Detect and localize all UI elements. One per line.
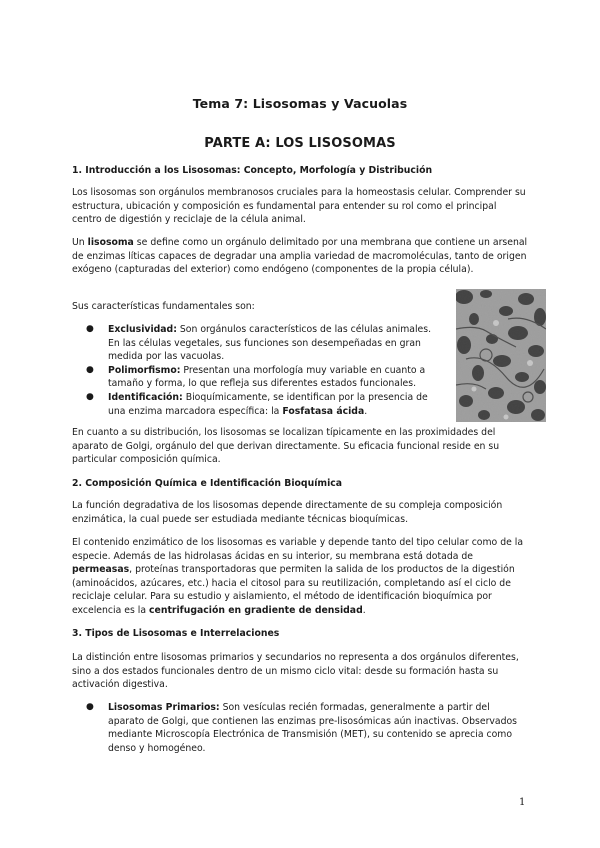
section-1-paragraph-2: Un lisosoma se define como un orgánulo delimitado por una membrana que contiene un arsenal de enzimas líticas capaces de degradar una amplia variedad de macromoléculas, tanto de origen exógeno (capturadas del exterior) como endógeno (componentes de la propia célula). — [72, 237, 528, 276]
section-3-heading: 3. Tipos de Lisosomas e Interrelaciones — [72, 628, 280, 639]
list-item: ● Identificación: Bioquímicamente, se identifican por la presencia de una enzima marcadora específica: la Fosfatasa ácida. — [86, 391, 428, 417]
list-item: ● Exclusividad: Son orgánulos característicos de las células animales. En las células vegetales, sus funciones son desempeñadas en gran medida por las vacuolas. — [86, 324, 432, 363]
list-item: ● Polimorfismo: Presentan una morfología muy variable en cuanto a tamaño y forma, lo que refleja sus diferentes estados funcionales. — [86, 364, 426, 390]
list-item: ● Lisosomas Primarios: Son vesículas recién formadas, generalmente a partir del aparato de Golgi, que contienen las enzimas pre-lisosómicas aún inactivas. Observados mediante Microscopía Electrónica de Transmisión (MET), su contenido se aprecia como denso y homogéneo. — [86, 702, 518, 754]
section-1-paragraph-4: En cuanto a su distribución, los lisosomas se localizan típicamente en las proximidades del aparato de Golgi, orgánulo del que derivan directamente. Su eficacia funcional reside en su particular composición química. — [72, 427, 500, 466]
section-3-paragraph-1: La distinción entre lisosomas primarios y secundarios no representa a dos orgánulos diferentes, sino a dos estados funcionales dentro de un mismo ciclo vital: desde su formación hasta su activación digestiva. — [72, 652, 519, 691]
lysosome-micrograph-image — [456, 289, 546, 422]
page-number: 1 — [519, 797, 526, 808]
bullet-icon: ● — [86, 324, 94, 334]
part-heading: PARTE A: LOS LISOSOMAS — [204, 136, 396, 151]
section-1-paragraph-1: Los lisosomas son orgánulos membranosos cruciales para la homeostasis celular. Comprender su estructura, ubicación y composición es fundamental para entender su rol como el principal centro de digestión y reciclaje de la célula animal. — [72, 187, 526, 226]
bullet-icon: ● — [86, 702, 94, 712]
section-2-paragraph-1: La función degradativa de los lisosomas depende directamente de su compleja composición enzimática, la cual puede ser estudiada mediante técnicas bioquímicas. — [72, 500, 503, 525]
section-2-paragraph-2: El contenido enzimático de los lisosomas es variable y depende tanto del tipo celular como de la especie. Además de las hidrolasas ácidas en su interior, su membrana está dotada de permeasas, proteínas transportadoras que permiten la salida de los productos de la digestión (aminoácidos, azúcares, etc.) hacia el citosol para su reutilización, completando así el ciclo de reciclaje celular. Para su estudio y aislamiento, el método de identificación bioquímica por excelencia es la centrifugación en gradiente de densidad. — [72, 537, 524, 616]
lysosome-types-list — [72, 701, 528, 755]
bullet-icon: ● — [86, 391, 94, 402]
section-2-heading: 2. Composición Química e Identificación Bioquímica — [72, 478, 343, 489]
bullet-icon: ● — [86, 364, 94, 375]
section-1-paragraph-3: Sus características fundamentales son: — [72, 301, 255, 312]
section-1-heading: 1. Introducción a los Lisosomas: Concepto, Morfología y Distribución — [72, 165, 433, 176]
document-title: Tema 7: Lisosomas y Vacuolas — [192, 96, 408, 111]
characteristics-list — [72, 323, 444, 418]
